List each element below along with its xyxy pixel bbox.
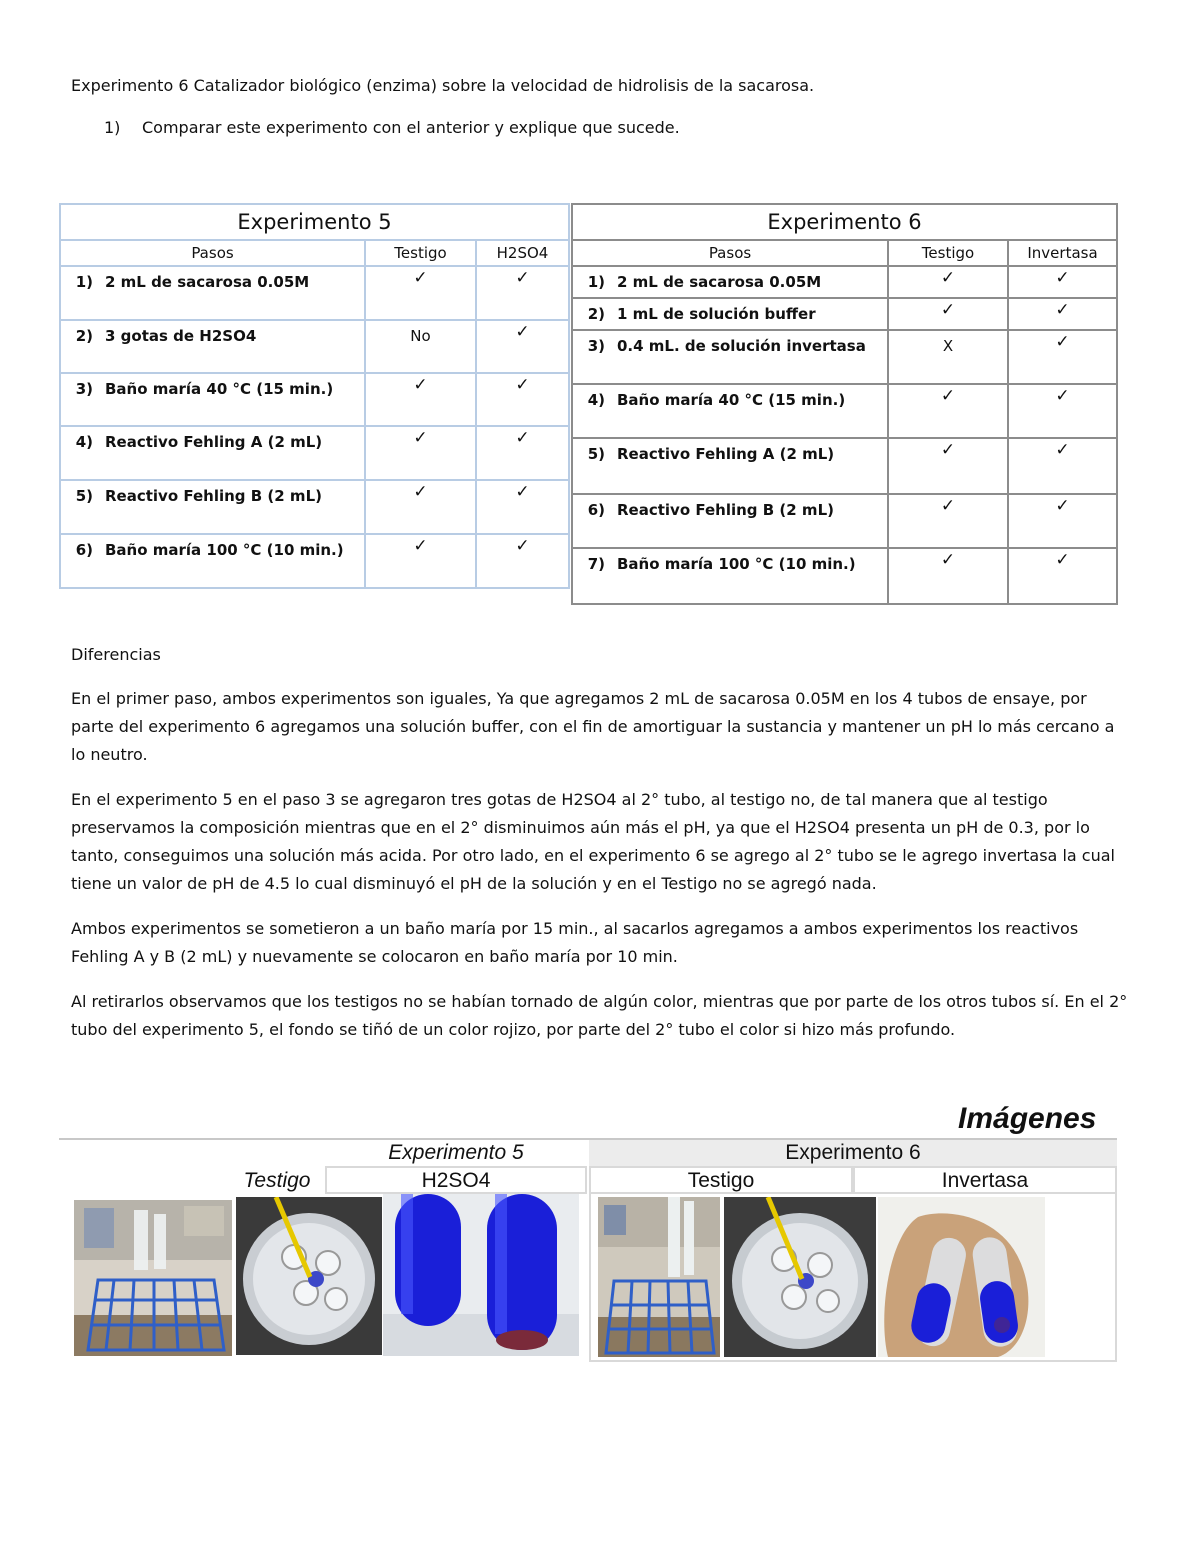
check-icon: ✓ — [515, 322, 530, 342]
step-number: 3) — [75, 380, 93, 398]
images-exp6-label: Experimento 6 — [589, 1140, 1117, 1166]
step-text: Reactivo Fehling A (2 mL) — [105, 433, 323, 451]
check-icon: ✓ — [1055, 332, 1070, 352]
step-text: Baño maría 40 °C (15 min.) — [105, 380, 334, 398]
experiment-5-table — [59, 203, 570, 589]
images-title: Imágenes — [958, 1102, 1097, 1135]
step-text: Reactivo Fehling A (2 mL) — [617, 445, 835, 463]
check-icon: ✓ — [1055, 550, 1070, 570]
table-row — [572, 384, 1117, 438]
photo-exp6-blue-tubes — [878, 1197, 1045, 1357]
check-icon: ✓ — [940, 440, 956, 460]
check-icon: ✓ — [413, 268, 428, 288]
table-row — [572, 494, 1117, 548]
question-text: Comparar este experimento con el anterior y explique que sucede. — [142, 118, 680, 137]
experiment-6-table — [571, 203, 1118, 605]
experiment-5-title: Experimento 5 — [60, 204, 569, 240]
table-row — [60, 480, 569, 534]
table-row — [60, 373, 569, 426]
document-heading: Experimento 6 Catalizador biológico (enzima) sobre la velocidad de hidrolisis de la sacarosa. — [71, 76, 815, 95]
images-invertasa-label: Invertasa — [853, 1166, 1117, 1194]
table-row — [572, 298, 1117, 330]
step-text: Baño maría 40 °C (15 min.) — [617, 391, 846, 409]
photo-exp6-water-bath — [724, 1197, 876, 1357]
step-number: 7) — [587, 555, 605, 573]
differences-heading: Diferencias — [71, 645, 161, 664]
experiment-6-title: Experimento 6 — [572, 204, 1117, 240]
step-text: 2 mL de sacarosa 0.05M — [105, 273, 310, 291]
col-pasos: Pasos — [60, 240, 365, 266]
check-icon: ✓ — [940, 268, 956, 288]
question-number: 1) — [104, 118, 121, 137]
check-icon: ✓ — [940, 496, 956, 516]
step-number: 3) — [587, 337, 605, 355]
photo-exp5-rack — [74, 1200, 232, 1356]
images-exp6-testigo-label: Testigo — [589, 1166, 853, 1194]
check-icon: ✓ — [1055, 386, 1070, 406]
step-number: 2) — [587, 305, 605, 323]
col-pasos: Pasos — [572, 240, 888, 266]
step-text: 0.4 mL. de solución invertasa — [617, 337, 866, 355]
check-icon: ✓ — [413, 482, 428, 502]
table-row — [572, 438, 1117, 494]
step-text: Reactivo Fehling B (2 mL) — [105, 487, 322, 505]
check-icon: ✓ — [1055, 268, 1070, 288]
col-testigo: Testigo — [365, 240, 476, 266]
step-number: 1) — [587, 273, 605, 291]
check-icon: ✓ — [515, 428, 530, 448]
table-row — [60, 320, 569, 373]
check-icon: ✓ — [413, 536, 428, 556]
images-exp5-testigo-label: Testigo — [243, 1169, 311, 1192]
step-number: 4) — [75, 433, 93, 451]
check-icon: ✓ — [940, 386, 956, 406]
step-text: 2 mL de sacarosa 0.05M — [617, 273, 822, 291]
question-item — [104, 118, 680, 137]
no-mark: No — [410, 327, 431, 345]
check-icon: ✓ — [1055, 496, 1070, 516]
check-icon: ✓ — [515, 375, 530, 395]
step-number: 4) — [587, 391, 605, 409]
step-text: 1 mL de solución buffer — [617, 305, 816, 323]
step-number: 5) — [587, 445, 605, 463]
step-number: 2) — [75, 327, 93, 345]
table-row — [572, 548, 1117, 604]
check-icon: ✓ — [1055, 440, 1070, 460]
table-row — [572, 266, 1117, 298]
step-text: 3 gotas de H2SO4 — [105, 327, 257, 345]
check-icon: ✓ — [515, 482, 530, 502]
col-invertasa: Invertasa — [1008, 240, 1117, 266]
step-number: 6) — [587, 501, 605, 519]
check-icon: ✓ — [940, 300, 956, 320]
photo-exp6-rack — [598, 1197, 720, 1357]
table-row — [572, 330, 1117, 384]
photo-exp5-blue-tubes — [383, 1194, 579, 1356]
col-testigo: Testigo — [888, 240, 1008, 266]
check-icon: ✓ — [515, 536, 530, 556]
photo-exp5-water-bath — [236, 1197, 382, 1355]
differences-paragraph-4: Al retirarlos observamos que los testigos no se habían tornado de algún color, mientras que por parte de los otros tubos sí. En el 2° tubo del experimento 5, el fondo se tiñó de un color rojizo, por parte del 2° tubo el color si hizo más profundo. — [71, 992, 1128, 1039]
check-icon: ✓ — [413, 375, 428, 395]
differences-paragraph-1: En el primer paso, ambos experimentos son iguales, Ya que agregamos 2 mL de sacarosa 0.05M en los 4 tubos de ensaye, por parte del experimento 6 agregamos una solución buffer, con el fin de amortiguar la sustancia y mantener un pH lo más cercano a lo neutro. — [71, 689, 1115, 764]
step-text: Baño maría 100 °C (10 min.) — [105, 541, 344, 559]
step-text: Baño maría 100 °C (10 min.) — [617, 555, 856, 573]
step-number: 6) — [75, 541, 93, 559]
x-mark: X — [942, 337, 954, 355]
step-text: Reactivo Fehling B (2 mL) — [617, 501, 834, 519]
col-h2so4: H2SO4 — [476, 240, 569, 266]
check-icon: ✓ — [515, 268, 530, 288]
differences-paragraph-2: En el experimento 5 en el paso 3 se agregaron tres gotas de H2SO4 al 2° tubo, al testigo no, de tal manera que al testigo preservamos la composición mientras que en el 2° disminuimos aún más el pH, ya que el H2SO4 presenta un pH de 0.3, por lo tanto, conseguimos una solución más acida. Por otro lado, en el experimento 6 se agrego al 2° tubo se le agrego invertasa la cual tiene un valor de pH de 4.5 lo cual disminuyó el pH de la solución y en el Testigo no se agregó nada. — [71, 790, 1115, 893]
step-number: 1) — [75, 273, 93, 291]
check-icon: ✓ — [1055, 300, 1070, 320]
check-icon: ✓ — [940, 550, 956, 570]
images-exp5-label: Experimento 5 — [388, 1141, 524, 1164]
images-h2so4-label: H2SO4 — [325, 1166, 587, 1194]
table-row — [60, 426, 569, 480]
check-icon: ✓ — [413, 428, 428, 448]
differences-paragraph-3: Ambos experimentos se sometieron a un baño maría por 15 min., al sacarlos agregamos a ambos experimentos los reactivos Fehling A y B (2 mL) y nuevamente se colocaron en baño maría por 10 min. — [71, 919, 1079, 966]
step-number: 5) — [75, 487, 93, 505]
table-row — [60, 534, 569, 588]
table-row — [60, 266, 569, 320]
